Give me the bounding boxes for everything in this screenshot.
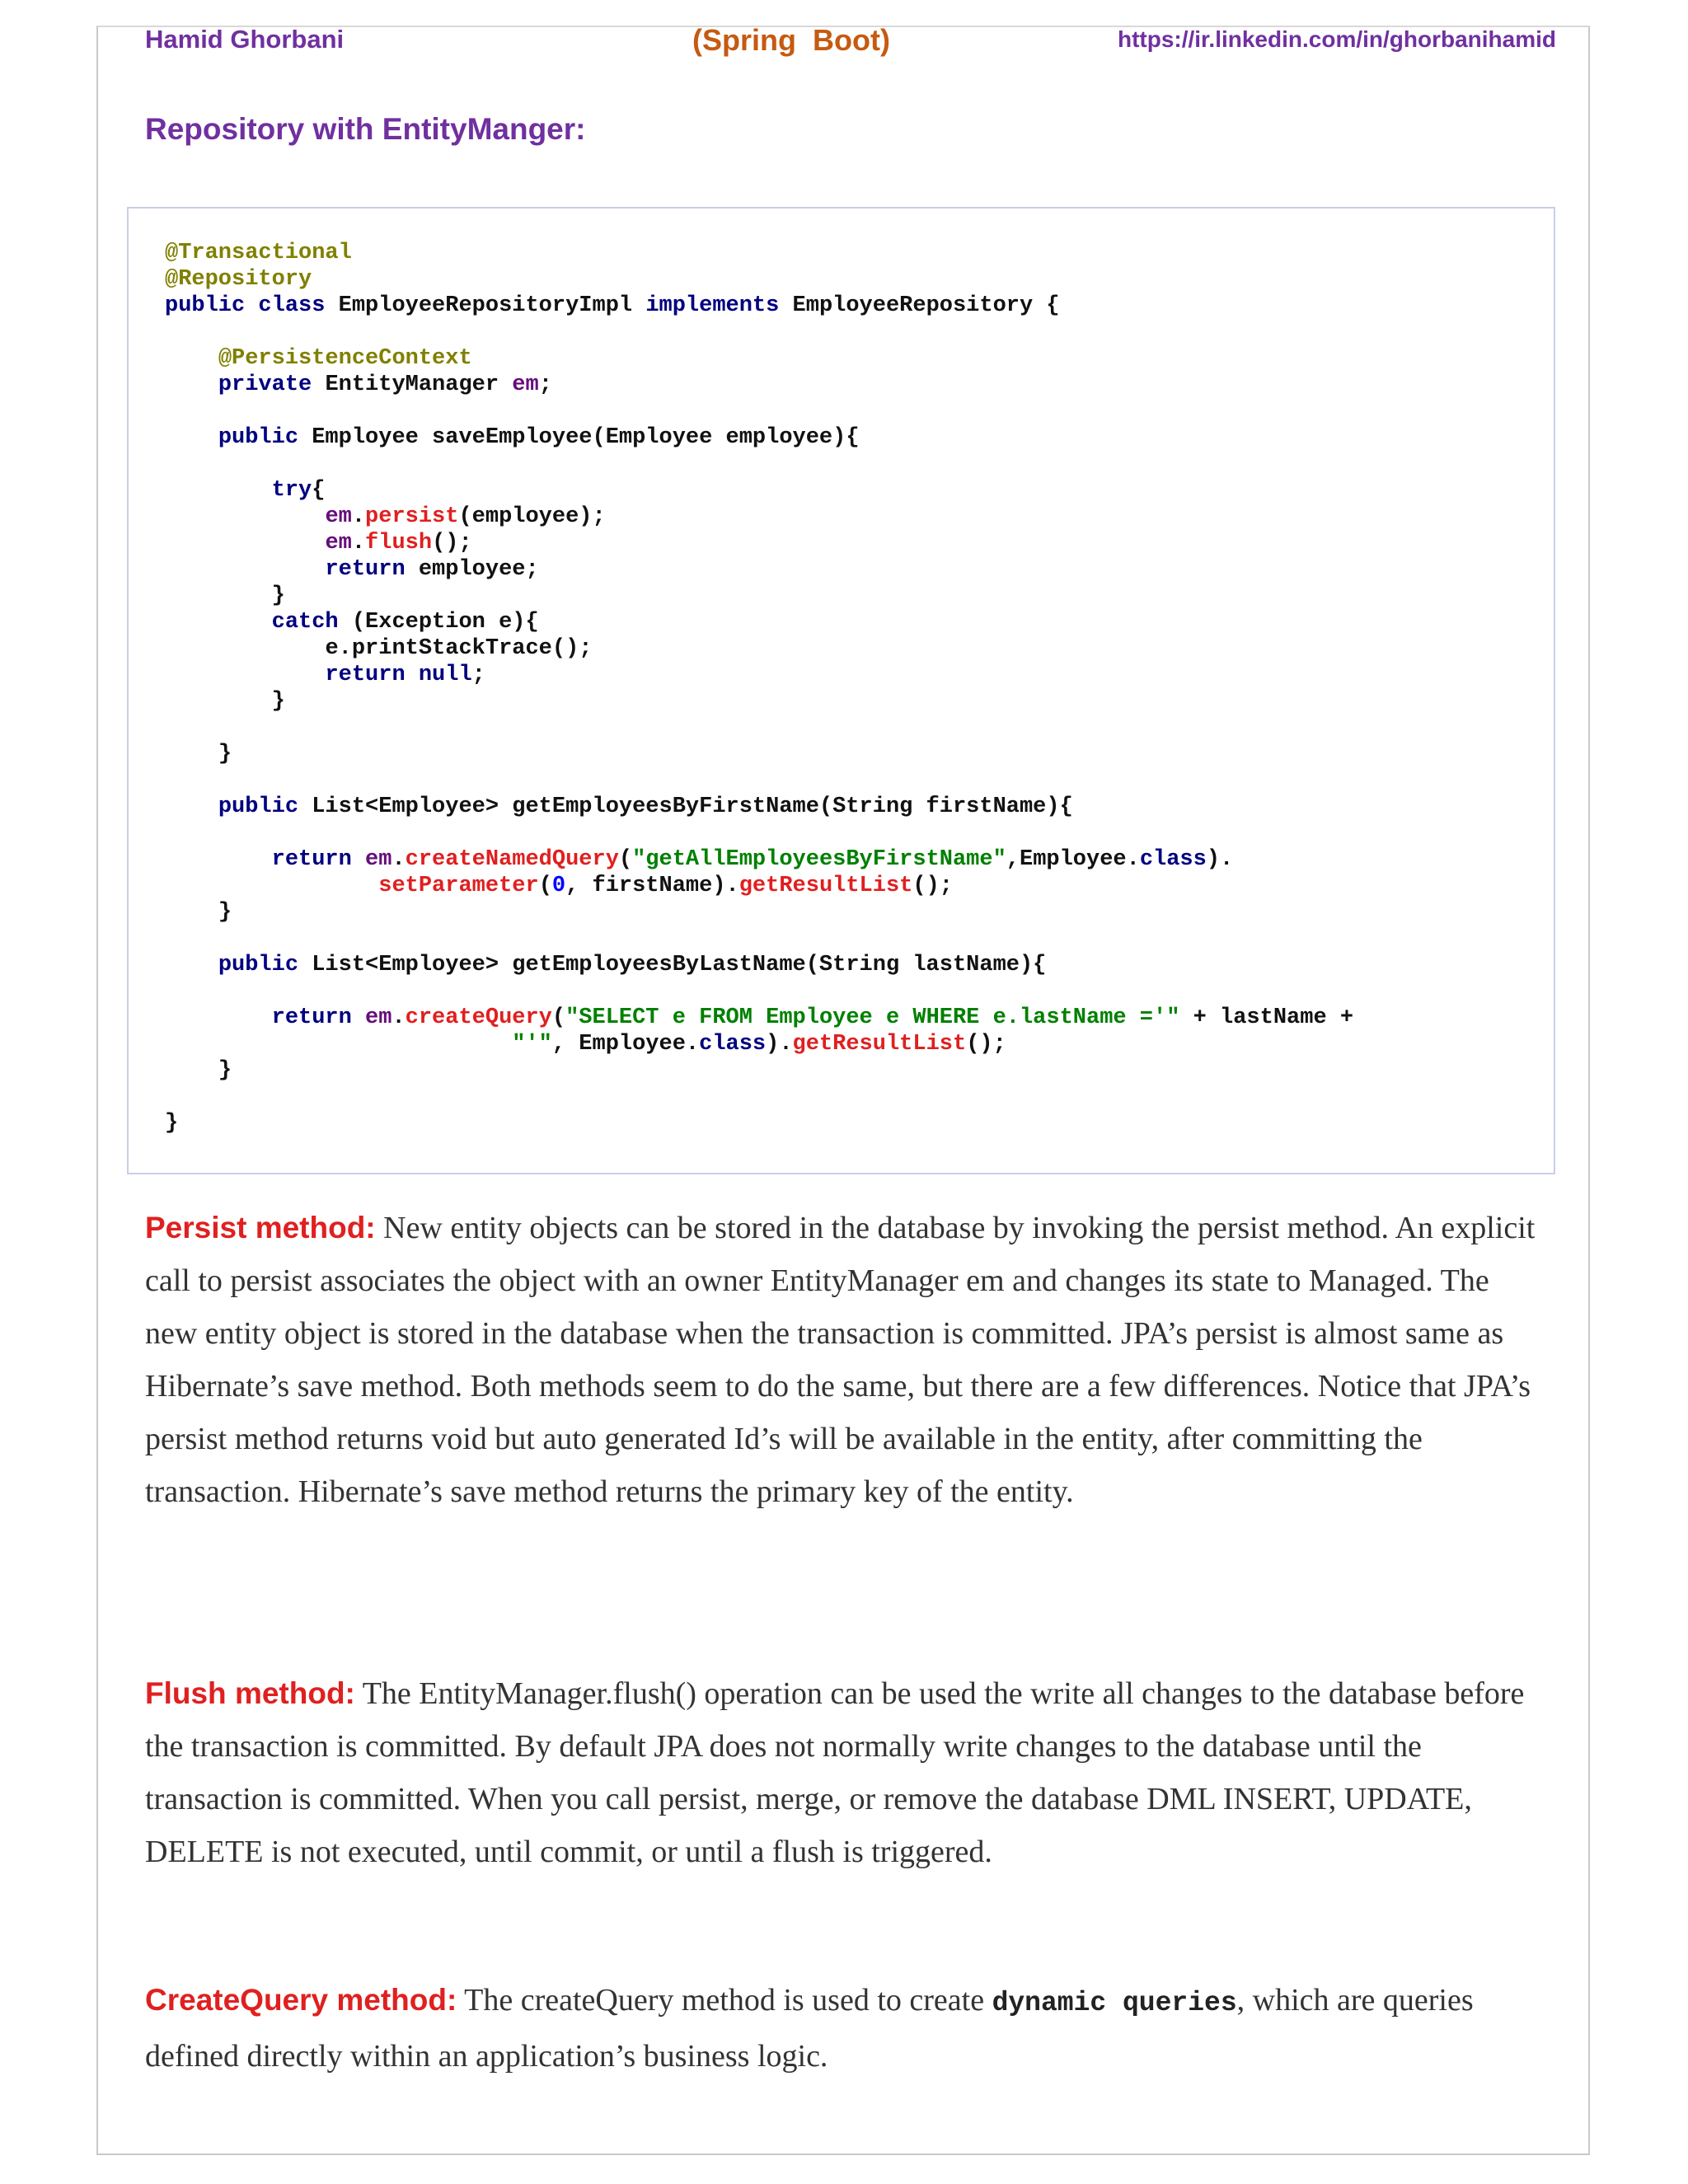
persist-text: New entity objects can be stored in the database by invoking the persist method. An explicit call to persist associates the object with an owner EntityManager em and changes its state to Managed. The new entity object is stored in the database when the transaction is committed. JPA’s persist is almost same as Hibernate’s save method. Both methods seem to do the same, but there are a few differences. Notice that JPA’s persist method returns void but auto generated Id’s will be available in the entity, after committing the transaction. Hibernate’s save method returns the primary key of the entity. (145, 1211, 1536, 1509)
code-args: (); (432, 531, 472, 555)
code-expression: ,Employee. (1006, 847, 1140, 872)
code-brace: { (312, 478, 326, 503)
code-method-call: getResultList (738, 874, 913, 898)
code-expression: , firstName). (565, 874, 739, 898)
code-brace: } (271, 583, 285, 608)
persist-paragraph (145, 1202, 1546, 1518)
code-keyword: return (325, 557, 406, 582)
code-keyword: return (271, 1005, 352, 1030)
code-keyword: catch (271, 610, 339, 635)
code-punct: ). (1206, 847, 1234, 872)
header-author: Hamid Ghorbani (145, 25, 345, 54)
code-annotation: @Repository (165, 267, 312, 292)
code-method-call: createQuery (405, 1005, 552, 1030)
code-listing: @Transactional @Repository public class EmployeeRepositoryImpl implements EmployeeRepository { @PersistenceContext private EntityManager em; public Employee saveEmployee(Employee employee){ try{ em.persist(employee); em.flush(); return employee; } catch (Exception e){ e.printStackTrace(); return null; } } public List<Employee> getEmployeesByFirstName(String firstName){ return em.createNamedQuery("getAllEmployeesByFirstName",Employee.class). setParameter(0, firstName).getResultList(); } public List<Employee> getEmployeesByLastName(String lastName){ return em.createQuery("SELECT e FROM Employee e WHERE e.lastName ='" + lastName + "'", Employee.class).getResultList(); } } (165, 241, 1354, 1136)
code-annotation: @Transactional (165, 241, 352, 265)
code-method-call: flush (365, 531, 433, 555)
code-field: em (365, 1005, 392, 1030)
code-method-signature: Employee saveEmployee(Employee employee){ (312, 425, 860, 450)
code-args: (Exception e){ (351, 610, 539, 635)
code-annotation: @PersistenceContext (218, 346, 472, 371)
code-string: "'" (512, 1032, 552, 1057)
code-keyword: class (1139, 847, 1207, 872)
code-keyword: return (271, 847, 352, 872)
code-brace: { (1046, 293, 1060, 318)
code-method-call: setParameter (378, 874, 539, 898)
code-keyword: return (325, 663, 406, 687)
code-string: "SELECT e FROM Employee e WHERE e.lastName ='" (565, 1005, 1180, 1030)
createquery-text-after: , which are queries defined directly within an application’s business logic. (145, 1983, 1474, 2074)
code-brace: } (218, 900, 232, 925)
code-number: 0 (551, 874, 566, 898)
code-brace: } (218, 1058, 232, 1083)
code-keyword: null (418, 663, 472, 687)
code-keyword: public (218, 953, 299, 977)
header-topic: (Spring Boot) (692, 23, 890, 57)
code-args: (); (966, 1032, 1006, 1057)
code-keyword: public (218, 794, 299, 819)
code-interface-name: EmployeeRepository (792, 293, 1034, 318)
code-expression: , Employee. (551, 1032, 700, 1057)
persist-label: Persist method: (145, 1211, 376, 1244)
code-field: em (512, 373, 539, 397)
code-string: "getAllEmployeesByFirstName" (632, 847, 1006, 872)
code-brace: } (271, 689, 285, 714)
code-keyword: implements (645, 293, 780, 318)
createquery-mono-term: dynamic queries (992, 1988, 1237, 2018)
header-linkedin-link[interactable]: https://ir.linkedin.com/in/ghorbanihamid (1117, 26, 1556, 52)
code-keyword: class (258, 293, 326, 318)
code-keyword: public (218, 425, 299, 450)
code-method-call: persist (365, 504, 459, 529)
createquery-paragraph (145, 1974, 1546, 2083)
createquery-label: CreateQuery method: (145, 1983, 457, 2017)
code-block (127, 207, 1555, 1174)
code-keyword: private (218, 373, 312, 397)
code-punct: ; (538, 373, 552, 397)
code-field: em (325, 504, 352, 529)
flush-text: The EntityManager.flush() operation can be used the write all changes to the database before the transaction is committed. By default JPA does not normally write changes to the database until the transaction is committed. When you call persist, merge, or remove the database DML INSERT, UPDATE, DELETE is not executed, until commit, or until a flush is triggered. (145, 1676, 1525, 1869)
code-args: (); (912, 874, 953, 898)
code-brace: } (165, 1111, 179, 1136)
code-expression: employee; (418, 557, 539, 582)
code-class-name: EmployeeRepositoryImpl (338, 293, 633, 318)
code-statement: e.printStackTrace(); (325, 636, 593, 661)
code-type: EntityManager (325, 373, 499, 397)
createquery-text-before: The createQuery method is used to create (464, 1983, 985, 2018)
code-args: (employee); (458, 504, 606, 529)
code-method-call: createNamedQuery (405, 847, 619, 872)
code-expression: + lastName + (1179, 1005, 1354, 1030)
code-method-signature: List<Employee> getEmployeesByLastName(String lastName){ (312, 953, 1047, 977)
flush-paragraph (145, 1667, 1546, 1878)
code-keyword: class (699, 1032, 767, 1057)
code-method-signature: List<Employee> getEmployeesByFirstName(String firstName){ (312, 794, 1073, 819)
code-field: em (325, 531, 352, 555)
code-punct: ). (766, 1032, 793, 1057)
flush-label: Flush method: (145, 1676, 355, 1710)
code-method-call: getResultList (792, 1032, 967, 1057)
code-keyword: public (165, 293, 246, 318)
section-title: Repository with EntityManger: (145, 112, 586, 146)
code-brace: } (218, 742, 232, 766)
code-punct: ; (471, 663, 485, 687)
code-field: em (365, 847, 392, 872)
code-keyword: try (271, 478, 312, 503)
page-header (0, 25, 1688, 58)
